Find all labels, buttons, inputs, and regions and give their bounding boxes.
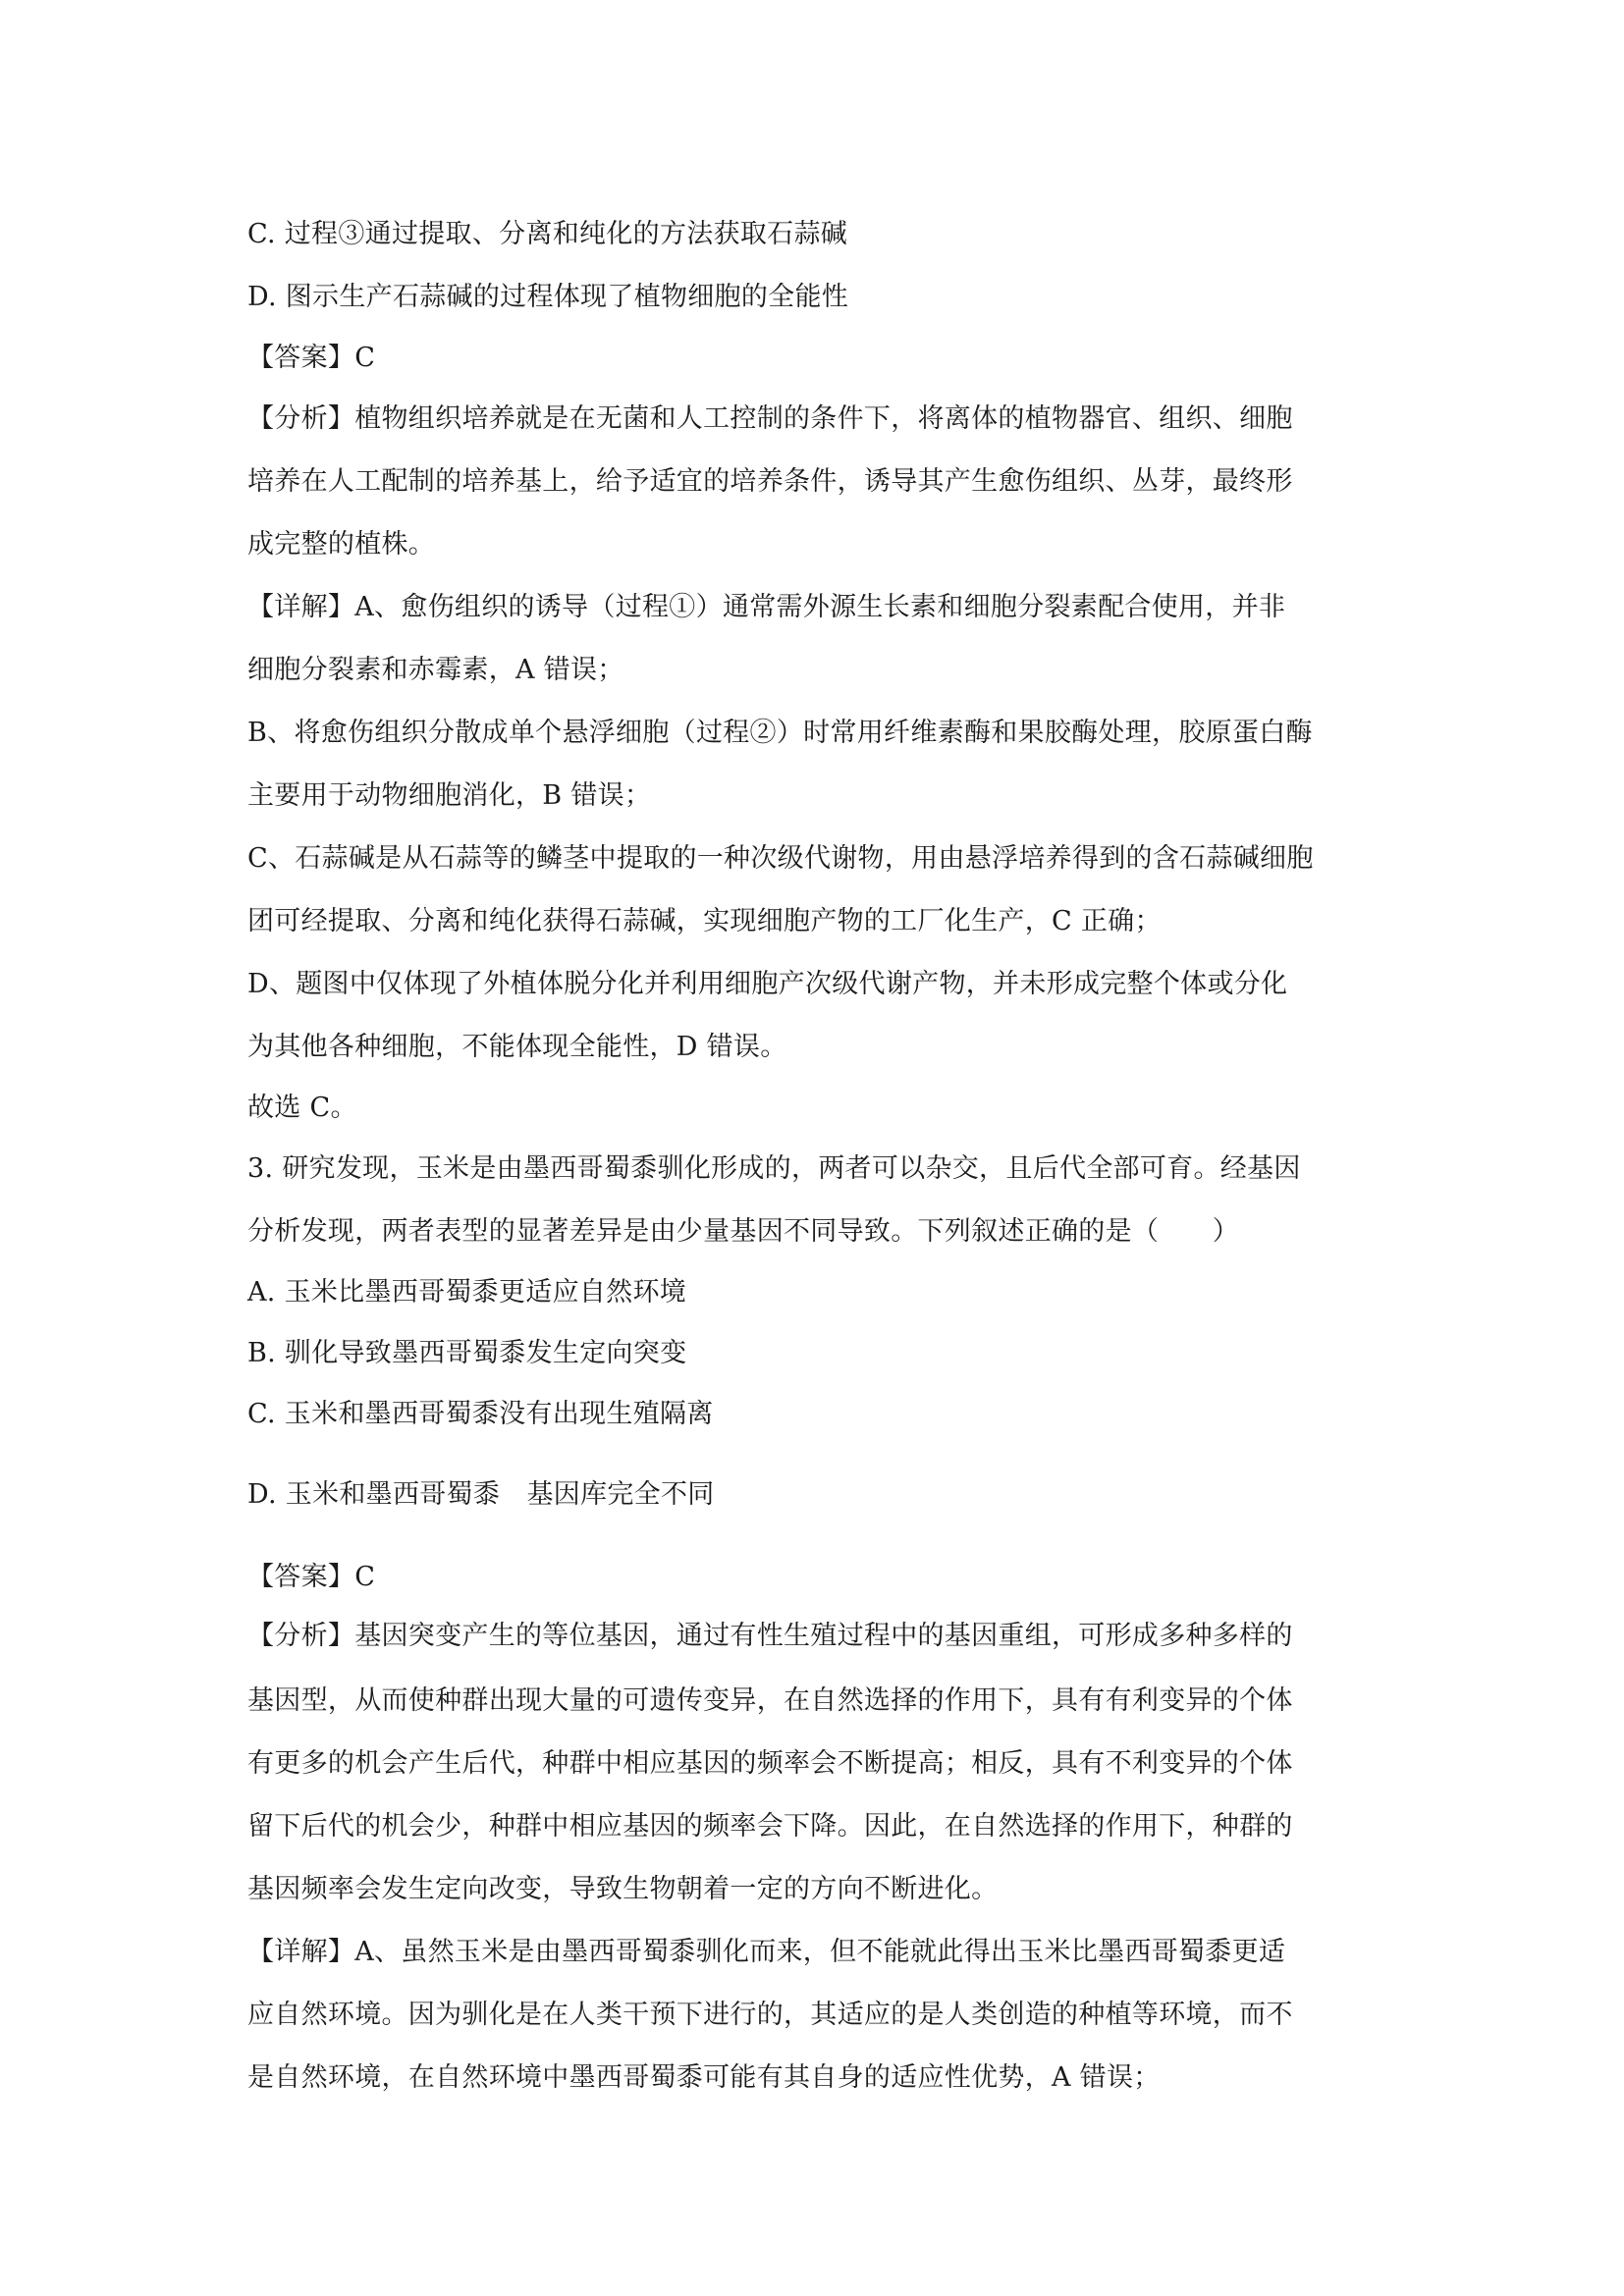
detail-q2-line-5: C、石蒜碱是从石蒜等的鳞茎中提取的一种次级代谢物，用由悬浮培养得到的含石蒜碱细胞 [247, 843, 1314, 874]
analysis-q2-line-2: 培养在人工配制的培养基上，给予适宜的培养条件，诱导其产生愈伤组织、丛芽，最终形 [247, 466, 1293, 497]
analysis-q2-line-3: 成完整的植株。 [247, 529, 436, 560]
question-3-line-2: 分析发现，两者表型的显著差异是由少量基因不同导致。下列叙述正确的是（ ） [247, 1216, 1240, 1247]
answer-q3: 【答案】C [247, 1562, 376, 1592]
detail-q2-line-1: 【详解】A、愈伤组织的诱导（过程①）通常需外源生长素和细胞分裂素配合使用，并非 [247, 592, 1286, 622]
analysis-q3-line-1: 【分析】基因突变产生的等位基因，通过有性生殖过程中的基因重组，可形成多种多样的 [247, 1621, 1293, 1651]
detail-q2-line-2: 细胞分裂素和赤霉素，A 错误； [247, 655, 624, 685]
question-3-line-1: 3. 研究发现，玉米是由墨西哥蜀黍驯化形成的，两者可以杂交，且后代全部可育。经基因 [247, 1153, 1301, 1184]
analysis-q3-line-2: 基因型，从而使种群出现大量的可遗传变异，在自然选择的作用下，具有有利变异的个体 [247, 1685, 1293, 1716]
detail-q2-line-6: 团可经提取、分离和纯化获得石蒜碱，实现细胞产物的工厂化生产，C 正确； [247, 906, 1162, 936]
detail-q2-line-7: D、题图中仅体现了外植体脱分化并利用细胞产次级代谢产物，并未形成完整个体或分化 [247, 969, 1288, 999]
detail-q3-line-1: 【详解】A、虽然玉米是由墨西哥蜀黍驯化而来，但不能就此得出玉米比墨西哥蜀黍更适 [247, 1937, 1286, 1967]
analysis-q3-line-5: 基因频率会发生定向改变，导致生物朝着一定的方向不断进化。 [247, 1874, 999, 1904]
detail-q2-line-8: 为其他各种细胞，不能体现全能性，D 错误。 [247, 1032, 787, 1062]
conclusion-q2: 故选 C。 [247, 1093, 357, 1123]
detail-q3-line-3: 是自然环境，在自然环境中墨西哥蜀黍可能有其自身的适应性优势，A 错误； [247, 2062, 1161, 2093]
analysis-q2-line-1: 【分析】植物组织培养就是在无菌和人工控制的条件下，将离体的植物器官、组织、细胞 [247, 403, 1293, 434]
detail-q2-line-4: 主要用于动物细胞消化，B 错误； [247, 780, 652, 811]
detail-q2-line-3: B、将愈伤组织分散成单个悬浮细胞（过程②）时常用纤维素酶和果胶酶处理，胶原蛋白酶 [247, 718, 1313, 748]
detail-q3-line-2: 应自然环境。因为驯化是在人类干预下进行的，其适应的是人类创造的种植等环境，而不 [247, 2000, 1293, 2030]
option-d-q3: D. 玉米和墨西哥蜀黍 基因库完全不同 [247, 1479, 715, 1510]
analysis-q3-line-3: 有更多的机会产生后代，种群中相应基因的频率会不断提高；相反，具有不利变异的个体 [247, 1748, 1293, 1779]
option-c-q2: C. 过程③通过提取、分离和纯化的方法获取石蒜碱 [247, 219, 848, 249]
option-a-q3: A. 玉米比墨西哥蜀黍更适应自然环境 [247, 1277, 687, 1308]
answer-q2: 【答案】C [247, 343, 376, 373]
option-c-q3: C. 玉米和墨西哥蜀黍没有出现生殖隔离 [247, 1399, 714, 1429]
option-d-q2: D. 图示生产石蒜碱的过程体现了植物细胞的全能性 [247, 282, 849, 312]
option-b-q3: B. 驯化导致墨西哥蜀黍发生定向突变 [247, 1338, 687, 1368]
analysis-q3-line-4: 留下后代的机会少，种群中相应基因的频率会下降。因此，在自然选择的作用下，种群的 [247, 1811, 1293, 1842]
